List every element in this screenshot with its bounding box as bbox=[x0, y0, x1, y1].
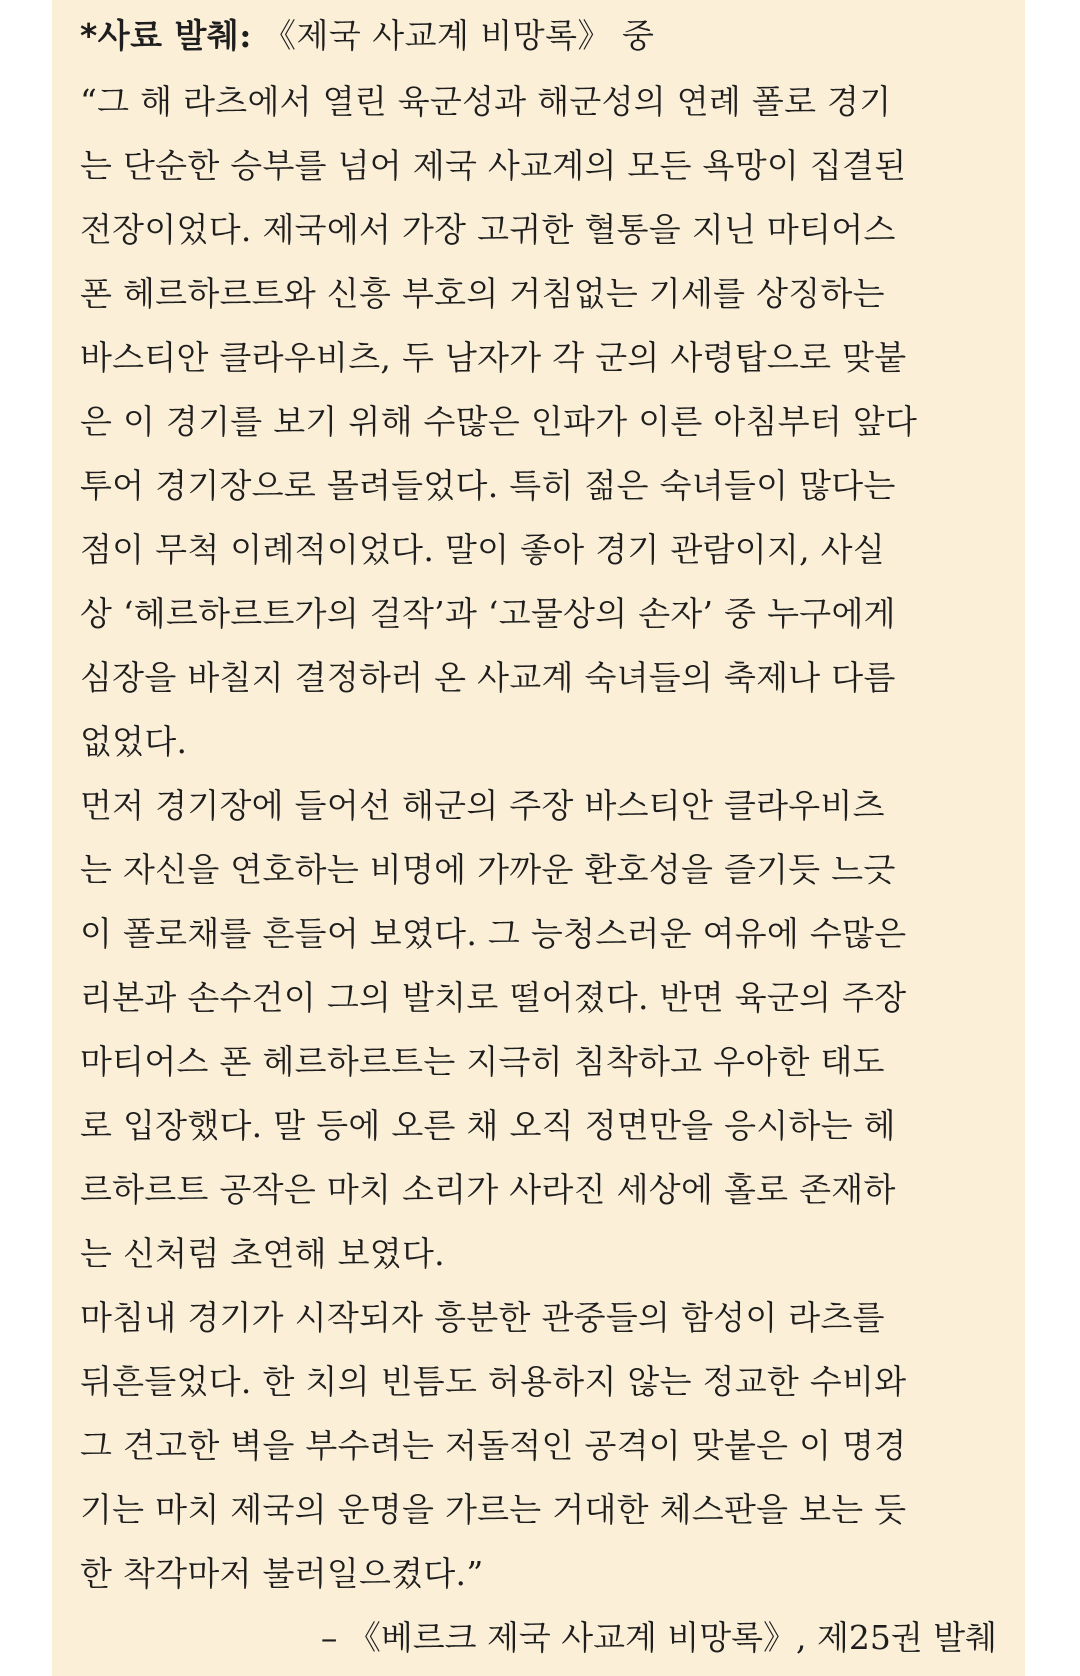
source-citation: – 《베르크 제국 사교계 비망록》, 제25권 발췌 bbox=[320, 1618, 997, 1657]
excerpt-line: 심장을 바칠지 결정하러 온 사교계 숙녀들의 축제나 다름 bbox=[80, 658, 896, 697]
excerpt-line: “그 해 라츠에서 열린 육군성과 해군성의 연례 폴로 경기 bbox=[80, 82, 892, 121]
excerpt-line: 없었다. bbox=[80, 722, 188, 761]
heading-asterisk: * bbox=[80, 16, 98, 55]
excerpt-body bbox=[80, 70, 997, 1606]
excerpt-line: 그 견고한 벽을 부수려는 저돌적인 공격이 맞붙은 이 명경 bbox=[80, 1426, 907, 1465]
excerpt-heading bbox=[80, 10, 997, 62]
excerpt-line: 이 폴로채를 흔들어 보였다. 그 능청스러운 여유에 수많은 bbox=[80, 914, 907, 953]
excerpt-line: 은 이 경기를 보기 위해 수많은 인파가 이른 아침부터 앞다 bbox=[80, 402, 918, 441]
excerpt-line: 는 신처럼 초연해 보였다. bbox=[80, 1234, 445, 1273]
excerpt-line: 뒤흔들었다. 한 치의 빈틈도 허용하지 않는 정교한 수비와 bbox=[80, 1362, 907, 1401]
excerpt-line: 르하르트 공작은 마치 소리가 사라진 세상에 홀로 존재하 bbox=[80, 1170, 896, 1209]
excerpt-line: 폰 헤르하르트와 신흥 부호의 거침없는 기세를 상징하는 bbox=[80, 274, 885, 313]
excerpt-line: 리본과 손수건이 그의 발치로 떨어졌다. 반면 육군의 주장 bbox=[80, 978, 907, 1017]
excerpt-panel bbox=[52, 0, 1025, 1676]
excerpt-line: 먼저 경기장에 들어선 해군의 주장 바스티안 클라우비츠 bbox=[80, 786, 885, 825]
excerpt-line: 상 ‘헤르하르트가의 걸작’과 ‘고물상의 손자’ 중 누구에게 bbox=[80, 594, 896, 633]
heading-label: 사료 발췌: bbox=[97, 16, 252, 55]
excerpt-line: 전장이었다. 제국에서 가장 고귀한 혈통을 지닌 마티어스 bbox=[80, 210, 896, 249]
excerpt-line: 점이 무척 이례적이었다. 말이 좋아 경기 관람이지, 사실 bbox=[80, 530, 886, 569]
excerpt-line: 로 입장했다. 말 등에 오른 채 오직 정면만을 응시하는 헤 bbox=[80, 1106, 896, 1145]
excerpt-line: 마티어스 폰 헤르하르트는 지극히 침착하고 우아한 태도 bbox=[80, 1042, 885, 1081]
excerpt-line: 기는 마치 제국의 운명을 가르는 거대한 체스판을 보는 듯 bbox=[80, 1490, 907, 1529]
excerpt-line: 바스티안 클라우비츠, 두 남자가 각 군의 사령탑으로 맞붙 bbox=[80, 338, 907, 377]
heading-book-title: 《제국 사교계 비망록》 중 bbox=[262, 16, 655, 55]
excerpt-line: 한 착각마저 불러일으켰다.” bbox=[80, 1554, 484, 1593]
excerpt-line: 는 자신을 연호하는 비명에 가까운 환호성을 즐기듯 느긋 bbox=[80, 850, 896, 889]
excerpt-line: 투어 경기장으로 몰려들었다. 특히 젊은 숙녀들이 많다는 bbox=[80, 466, 896, 505]
excerpt-line: 마침내 경기가 시작되자 흥분한 관중들의 함성이 라츠를 bbox=[80, 1298, 885, 1337]
excerpt-line: 는 단순한 승부를 넘어 제국 사교계의 모든 욕망이 집결된 bbox=[80, 146, 907, 185]
